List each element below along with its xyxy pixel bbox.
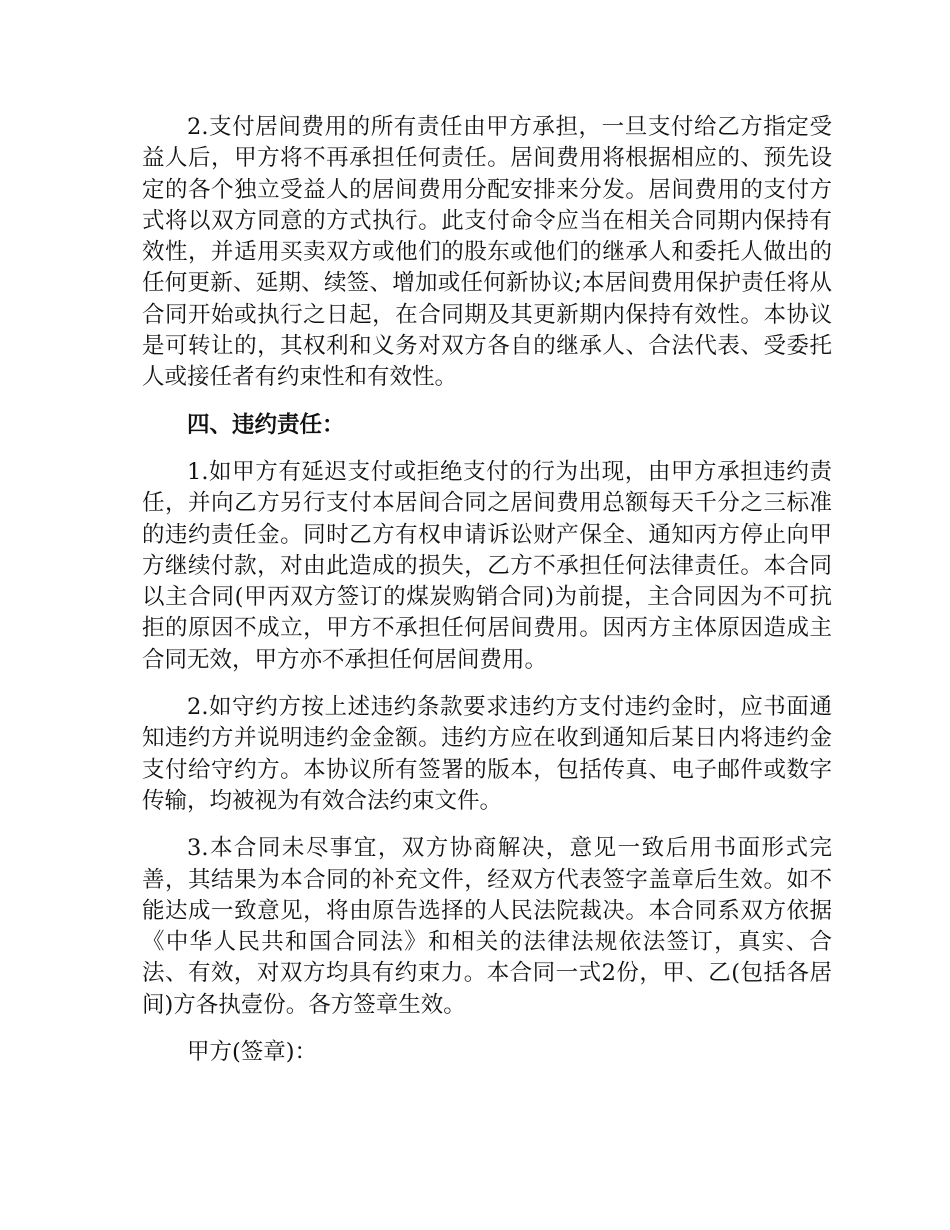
- clause-3-2-paragraph: 2.支付居间费用的所有责任由甲方承担，一旦支付给乙方指定受益人后，甲方将不再承担任何责任。居间费用将根据相应的、预先设定的各个独立受益人的居间费用分配安排来分发。居间费用的支付方式将以双方同意的方式执行。此支付命令应当在相关合同期内保持有效性，并适用买卖双方或他们的股东或他们的继承人和委托人做出的任何更新、延期、续签、增加或任何新协议;本居间费用保护责任将从合同开始或执行之日起，在合同期及其更新期内保持有效性。本协议是可转让的，其权利和义务对双方各自的继承人、合法代表、受委托人或接任者有约束性和有效性。: [142, 114, 832, 391]
- clause-4-2-paragraph: 2.如守约方按上述违约条款要求违约方支付违约金时，应书面通知违约方并说明违约金金额。违约方应在收到通知后某日内将违约金支付给守约方。本协议所有签署的版本，包括传真、电子邮件或数字传输，均被视为有效合法约束文件。: [142, 694, 832, 814]
- party-a-signature-line: 甲方(签章)：: [187, 1039, 318, 1066]
- section-4-heading: 四、违约责任：: [187, 411, 345, 438]
- document-page: [142, 112, 832, 1068]
- clause-4-1-paragraph: 1.如甲方有延迟支付或拒绝支付的行为出现，由甲方承担违约责任，并向乙方另行支付本居间合同之居间费用总额每天千分之三标准的违约责任金。同时乙方有权申请诉讼财产保全、通知丙方停止向甲方继续付款，对由此造成的损失，乙方不承担任何法律责任。本合同以主合同(甲丙双方签订的煤炭购销合同)为前提，主合同因为不可抗拒的原因不成立，甲方不承担任何居间费用。因丙方主体原因造成主合同无效，甲方亦不承担任何居间费用。: [142, 458, 832, 673]
- clause-4-3-paragraph: 3.本合同未尽事宜，双方协商解决，意见一致后用书面形式完善，其结果为本合同的补充文件，经双方代表签字盖章后生效。如不能达成一致意见，将由原告选择的人民法院裁决。本合同系双方依据《中华人民共和国合同法》和相关的法律法规依法签订，真实、合法、有效，对双方均具有约束力。本合同一式2份，甲、乙(包括各居间)方各执壹份。各方签章生效。: [142, 835, 832, 1018]
